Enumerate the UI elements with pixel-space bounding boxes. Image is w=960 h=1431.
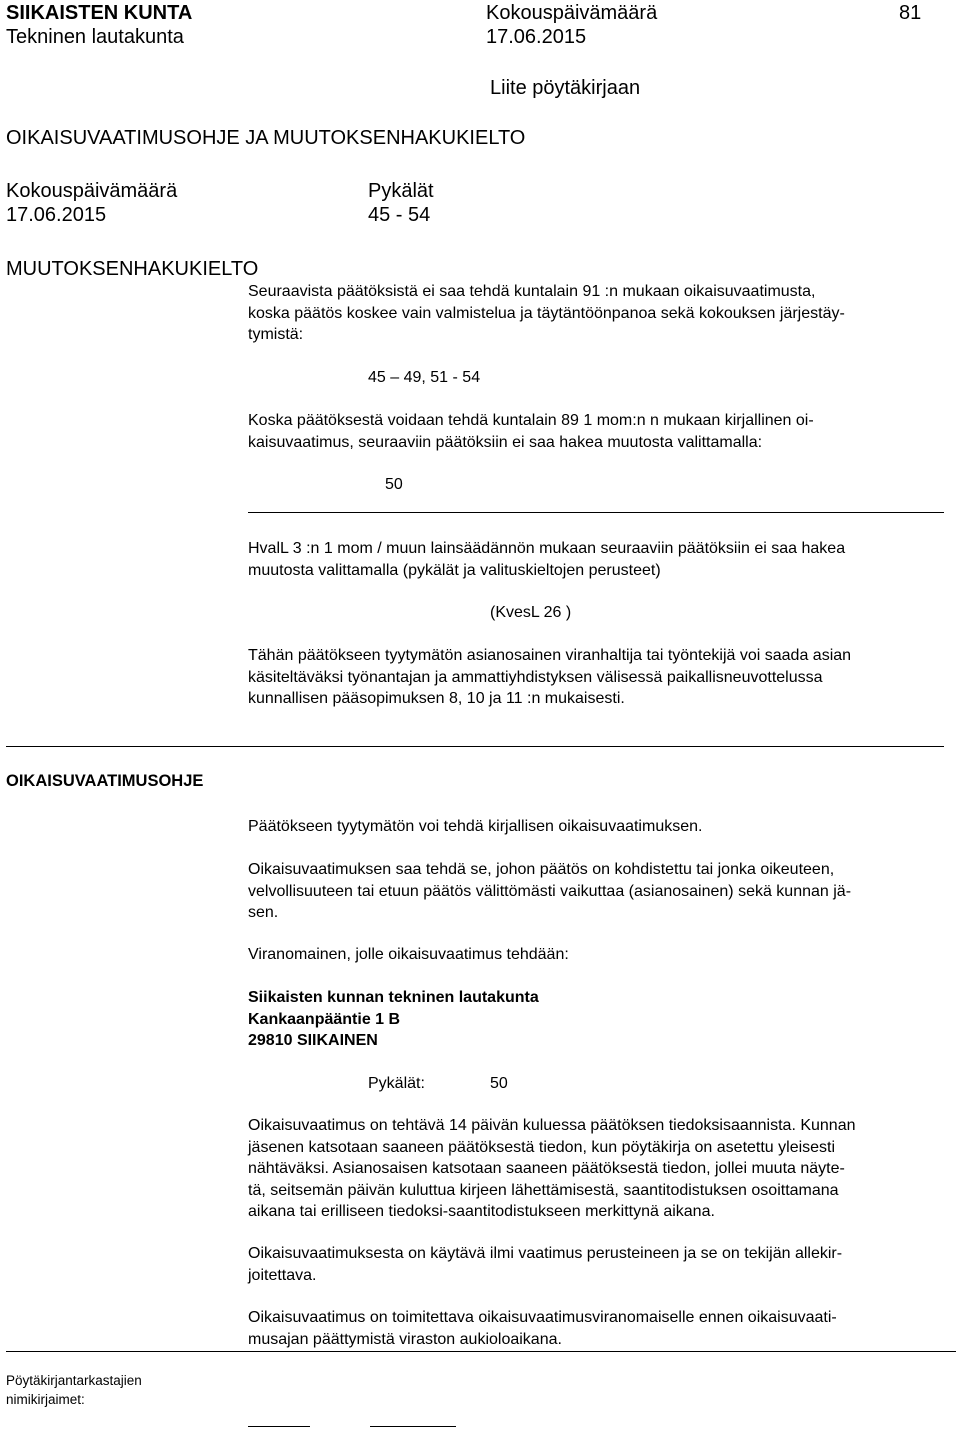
text-line: tä, seitsemän päivän kuluttua kirjeen lähettämisestä, saantitodistuksen osoittamana <box>248 1181 839 1199</box>
header-date-label: Kokouspäivämäärä <box>486 2 658 24</box>
divider <box>248 512 944 513</box>
sections-range: 45 - 54 <box>368 204 431 226</box>
rectification-paragraph-4 <box>248 1115 948 1223</box>
excluded-sections-3: (KvesL 26 ) <box>490 604 572 621</box>
text-line: tymistä: <box>248 326 304 343</box>
text-line: Päätökseen tyytymätön voi tehdä kirjallisen oikaisuvaatimuksen. <box>248 818 703 835</box>
rectification-sections-value: 50 <box>490 1075 508 1092</box>
rectification-paragraph-2 <box>248 859 948 924</box>
appeal-ban-paragraph-3 <box>248 538 948 581</box>
appeal-ban-heading: MUUTOKSENHAKUKIELTO <box>6 258 259 280</box>
text-line: Oikaisuvaatimuksesta on käytävä ilmi vaatimus perusteineen ja se on tekijän allekir- <box>248 1245 843 1262</box>
page-title: OIKAISUVAATIMUSOHJE JA MUUTOKSENHAKUKIELTO <box>6 127 526 149</box>
initials-line-2 <box>370 1426 456 1427</box>
text-line: käsiteltäväksi työnantajan ja ammattiyhdistyksen välisessä paikallisneuvottelussa <box>248 668 823 686</box>
initials-line-1 <box>248 1426 310 1427</box>
text-line: Viranomainen, jolle oikaisuvaatimus tehdään: <box>248 946 569 963</box>
rectification-paragraph-6 <box>248 1307 948 1350</box>
meeting-date: 17.06.2015 <box>6 204 107 226</box>
page-number: 81 <box>899 2 922 24</box>
text-line: Koska päätöksestä voidaan tehdä kuntalain 89 1 mom:n n mukaan kirjallinen oi- <box>248 412 814 429</box>
rectification-paragraph-3 <box>248 944 948 966</box>
text-line: Oikaisuvaatimus on toimitettava oikaisuvaatimusviranomaiselle ennen oikaisuvaati- <box>248 1309 837 1326</box>
text-line: joitettava. <box>248 1266 317 1284</box>
meeting-date-label: Kokouspäivämäärä <box>6 180 178 202</box>
text-line: muutosta valittamalla (pykälät ja valituskieltojen perusteet) <box>248 561 661 579</box>
footer-label-1: Pöytäkirjantarkastajien <box>6 1373 142 1388</box>
excluded-sections-1: 45 – 49, 51 - 54 <box>368 369 481 386</box>
text-line: musajan päättymistä viraston aukioloaikana. <box>248 1330 562 1348</box>
appeal-ban-paragraph-4 <box>248 645 948 710</box>
appeal-ban-paragraph-1 <box>248 281 948 346</box>
attachment-label: Liite pöytäkirjaan <box>490 77 641 99</box>
text-line: sen. <box>248 904 279 921</box>
text-line: nähtäväksi. Asianosaisen katsotaan saaneen päätöksestä tiedon, jollei muuta näyte- <box>248 1160 845 1177</box>
org-name: SIIKAISTEN KUNTA <box>6 2 193 24</box>
text-line: aikana tai erilliseen tiedoksi-saantitodistukseen merkittynä aikana. <box>248 1203 715 1220</box>
text-line: Seuraavista päätöksistä ei saa tehdä kuntalain 91 :n mukaan oikaisuvaatimusta, <box>248 283 816 300</box>
header-date: 17.06.2015 <box>486 26 587 48</box>
footer-divider <box>6 1351 956 1352</box>
text-line: HvalL 3 :n 1 mom / muun lainsäädännön mukaan seuraaviin päätöksiin ei saa hakea <box>248 540 846 557</box>
authority-street: Kankaanpääntie 1 B <box>248 1010 401 1028</box>
sections-label: Pykälät <box>368 180 434 202</box>
text-line: Oikaisuvaatimus on tehtävä 14 päivän kuluessa päätöksen tiedoksisaannista. Kunnan <box>248 1117 856 1134</box>
text-line: Tähän päätökseen tyytymätön asianosainen viranhaltija tai työntekijä voi saada asian <box>248 647 852 664</box>
committee-name: Tekninen lautakunta <box>6 26 184 48</box>
text-line: velvollisuuteen tai etuun päätös välittömästi vaikuttaa (asianosainen) sekä kunnan jä- <box>248 882 852 900</box>
authority-postal: 29810 SIIKAINEN <box>248 1032 378 1049</box>
rectification-heading: OIKAISUVAATIMUSOHJE <box>6 772 204 790</box>
text-line: kaisuvaatimus, seuraaviin päätöksiin ei saa hakea muutosta valittamalla: <box>248 433 763 451</box>
rectification-sections-label: Pykälät: <box>368 1075 425 1092</box>
text-line: kunnallisen pääsopimuksen 8, 10 ja 11 :n mukaisesti. <box>248 690 625 707</box>
footer-label-2: nimikirjaimet: <box>6 1392 85 1407</box>
appeal-ban-paragraph-2 <box>248 410 948 453</box>
rectification-paragraph-5 <box>248 1243 948 1286</box>
text-line: jäsenen katsotaan saaneen päätöksestä tiedon, kun pöytäkirja on asetettu yleisesti <box>248 1138 836 1156</box>
rectification-paragraph-1 <box>248 816 948 838</box>
authority-address <box>248 987 948 1052</box>
excluded-sections-2: 50 <box>385 476 403 493</box>
section-divider <box>6 746 944 747</box>
text-line: koska päätös koskee vain valmistelua ja täytäntöönpanoa sekä kokouksen järjestäy- <box>248 304 845 322</box>
text-line: Oikaisuvaatimuksen saa tehdä se, johon päätös on kohdistettu tai jonka oikeuteen, <box>248 861 835 878</box>
authority-name: Siikaisten kunnan tekninen lautakunta <box>248 989 539 1006</box>
